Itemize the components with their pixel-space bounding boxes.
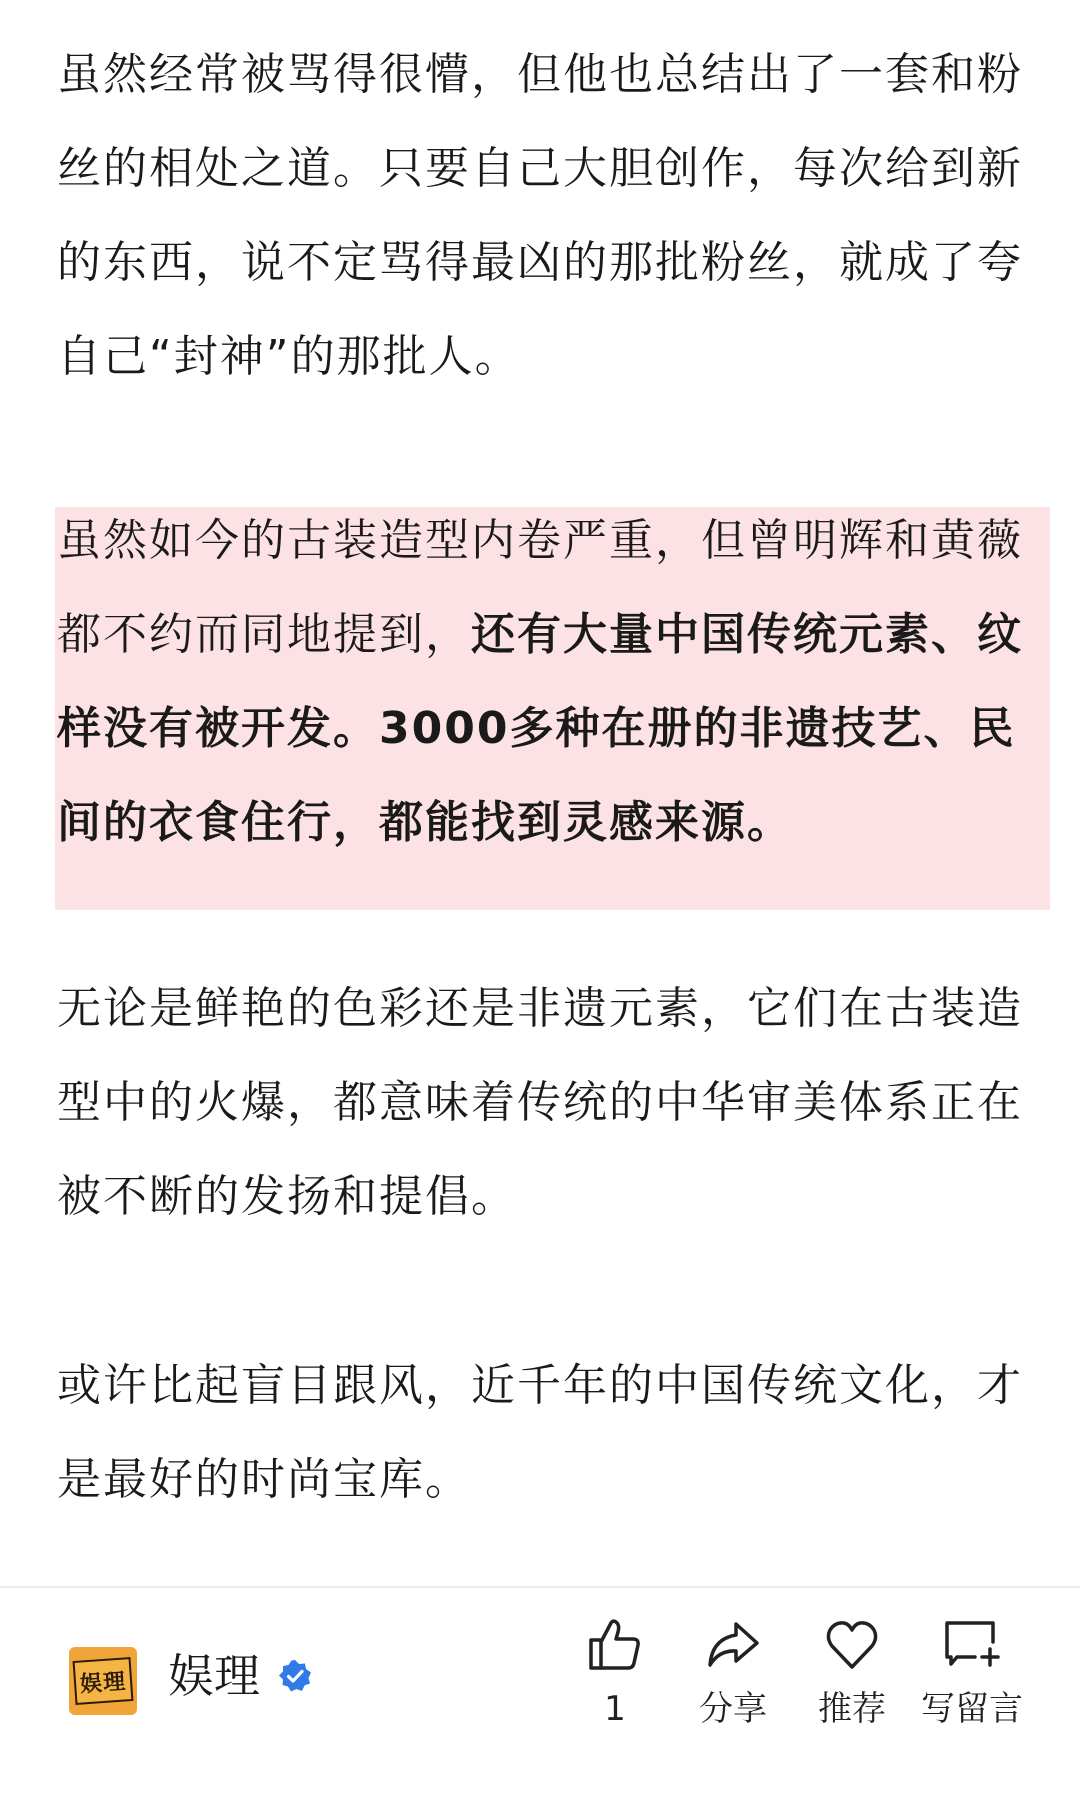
share-arrow-icon <box>705 1618 761 1672</box>
paragraph-2-normal: 虽然如今的古装造型内卷严重，但曾明辉和黄薇都不约而同地提到， <box>57 515 1023 660</box>
account-logo-text: 娱理 <box>73 1657 134 1705</box>
like-count: 1 <box>604 1689 626 1729</box>
paragraph-2-bold: 还有大量中国传统元素、纹样没有被开发。3000多种在册的非遗技艺、民间的衣食住行，都能找到灵感来源。 <box>57 609 1023 848</box>
footer-bar <box>0 1588 1080 1794</box>
account-name[interactable]: 娱理 <box>168 1649 260 1703</box>
like-button[interactable] <box>555 1618 675 1730</box>
thumbs-up-icon <box>587 1618 643 1672</box>
verified-badge-icon <box>278 1659 312 1693</box>
recommend-button[interactable] <box>792 1618 912 1730</box>
paragraph-1: 虽然经常被骂得很懵，但他也总结出了一套和粉丝的相处之道。只要自己大胆创作，每次给到新的东西，说不定骂得最凶的那批粉丝，就成了夸自己“封神”的那批人。 <box>57 49 1023 382</box>
paragraph-3: 无论是鲜艳的色彩还是非遗元素，它们在古装造型中的火爆，都意味着传统的中华审美体系正在被不断的发扬和提倡。 <box>57 983 1023 1222</box>
share-button[interactable] <box>673 1618 793 1730</box>
paragraph-2 <box>57 494 1023 870</box>
comment-label: 写留言 <box>921 1689 1023 1729</box>
account-logo[interactable] <box>69 1647 137 1715</box>
paragraph-4: 或许比起盲目跟风，近千年的中国传统文化，才是最好的时尚宝库。 <box>57 1360 1023 1505</box>
recommend-label: 推荐 <box>818 1689 886 1729</box>
comment-button[interactable] <box>912 1618 1032 1730</box>
share-label: 分享 <box>699 1689 767 1729</box>
comment-plus-icon <box>943 1618 1001 1672</box>
heart-icon <box>824 1618 880 1672</box>
